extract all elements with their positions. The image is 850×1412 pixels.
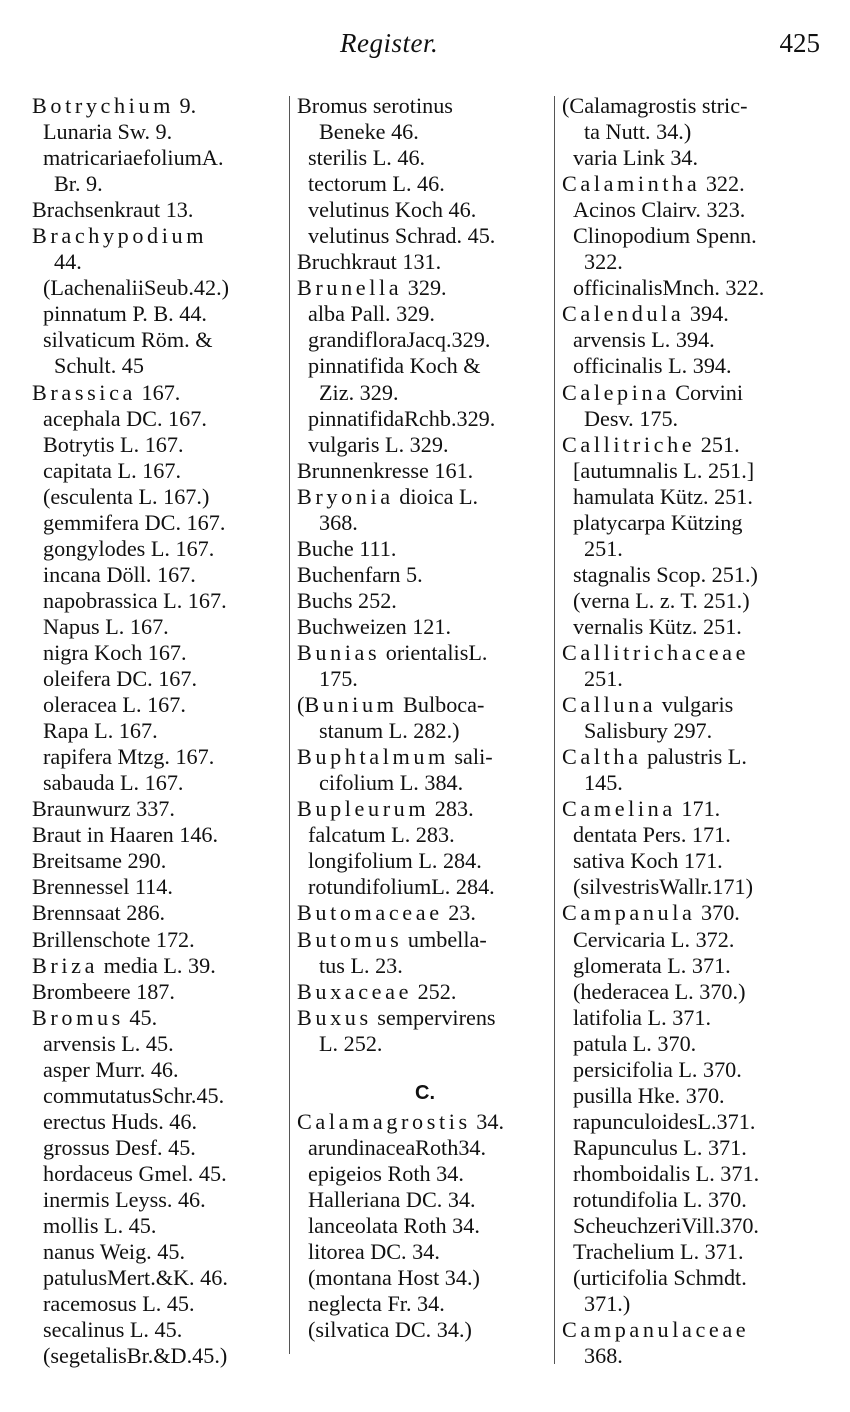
index-column-2 [297,93,553,1343]
page-header [0,28,850,64]
index-entry-genus: Calendula 394. [562,301,729,327]
index-entry: Lunaria Sw. 9. [43,119,173,145]
column-divider [289,96,290,1354]
index-entry: sativa Koch 171. [573,848,723,874]
index-entry: (urticifolia Schmdt. [573,1265,747,1291]
index-entry: Bruchkraut 131. [297,249,442,275]
index-entry-genus: Bunias orientalisL. [297,639,488,665]
index-entry: Salisbury 297. [584,718,713,744]
index-entry: Rapa L. 167. [43,718,158,744]
index-entry: [autumnalis L. 251.] [573,457,755,483]
index-entry: (silvestrisWallr.171) [573,874,754,900]
genus-name: Campanulaceae [562,1317,750,1343]
index-entry: Halleriana DC. 34. [308,1186,476,1212]
index-entry: arundinaceaRoth34. [308,1134,487,1160]
index-entry: Braunwurz 337. [32,796,175,822]
index-entry: latifolia L. 371. [573,1004,712,1030]
index-entry: (LachenaliiSeub.42.) [43,275,230,301]
genus-name: Bunias [297,639,381,665]
genus-name: Briza [32,952,99,978]
index-entry: Cervicaria L. 372. [573,926,735,952]
genus-name: Brunella [297,275,403,301]
index-entry: oleracea L. 167. [43,692,186,718]
index-entry: vernalis Kütz. 251. [573,613,742,639]
index-entry: inermis Leyss. 46. [43,1186,206,1212]
index-entry-genus: Brunella 329. [297,275,447,301]
index-entry: Ziz. 329. [319,379,399,405]
index-entry: persicifolia L. 370. [573,1056,742,1082]
index-entry: 368. [319,509,358,535]
index-entry: Clinopodium Spenn. [573,223,757,249]
index-entry: Acinos Clairv. 323. [573,197,746,223]
running-title: Register. [340,28,439,58]
index-entry: platycarpa Kützing [573,509,743,535]
index-entry: Buchenfarn 5. [297,561,423,587]
index-entry: Trachelium L. 371. [573,1239,744,1265]
index-entry: nanus Weig. 45. [43,1239,186,1265]
index-entry: oleifera DC. 167. [43,666,198,692]
index-entry: Brennessel 114. [32,874,173,900]
index-entry: sabauda L. 167. [43,770,184,796]
index-entry-genus [32,223,286,249]
index-entry: 44. [54,249,82,275]
index-entry-genus: Brassica 167. [32,379,181,405]
index-entry: napobrassica L. 167. [43,587,227,613]
index-entry-genus: Calepina Corvini [562,379,744,405]
index-entry-genus: Calamagrostis 34. [297,1108,505,1134]
index-entry: cifolium L. 384. [319,770,464,796]
index-entry: 251. [584,666,623,692]
index-entry: Schult. 45 [54,353,144,379]
index-entry: incana Döll. 167. [43,561,196,587]
index-entry: gemmifera DC. 167. [43,509,226,535]
index-entry: (esculenta L. 167.) [43,483,210,509]
index-entry: 145. [584,770,623,796]
index-entry: neglecta Fr. 34. [308,1291,445,1317]
index-entry-genus: Callitriche 251. [562,431,740,457]
index-column-3 [562,93,824,1369]
index-entry: L. 252. [319,1030,383,1056]
index-entry: (segetalisBr.&D.45.) [43,1343,228,1369]
column-divider [554,96,555,1364]
genus-name: Callitriche [562,431,696,457]
index-entry: Buchweizen 121. [297,613,452,639]
index-entry: grandifloraJacq.329. [308,327,491,353]
section-letter-heading: C. [415,1081,435,1104]
index-entry: patula L. 370. [573,1030,697,1056]
index-entry: (silvatica DC. 34.) [308,1317,472,1343]
index-entry: dentata Pers. 171. [573,822,731,848]
index-entry: sterilis L. 46. [308,145,426,171]
index-entry: (montana Host 34.) [308,1265,480,1291]
genus-name: Brassica [32,379,136,405]
index-entry: 371.) [584,1291,631,1317]
index-entry: (hederacea L. 370.) [573,978,746,1004]
index-entry: 322. [584,249,623,275]
index-entry-genus: Bupleurum 283. [297,796,474,822]
index-entry-genus: Buphtalmum sali- [297,744,493,770]
index-entry: 251. [584,535,623,561]
index-entry: 368. [584,1343,623,1369]
index-entry: (verna L. z. T. 251.) [573,587,750,613]
genus-name: Callitrichaceae [562,639,750,665]
index-entry-genus: Butomaceae 23. [297,900,476,926]
index-entry: tus L. 23. [319,952,403,978]
index-entry-genus: Caltha palustris L. [562,744,747,770]
index-entry: rotundifoliumL. 284. [308,874,495,900]
index-entry: velutinus Schrad. 45. [308,223,496,249]
index-entry: ScheuchzeriVill.370. [573,1213,759,1239]
index-entry: capitata L. 167. [43,457,182,483]
index-entry: epigeios Roth 34. [308,1160,464,1186]
index-entry: velutinus Koch 46. [308,197,477,223]
index-entry: vulgaris L. 329. [308,431,449,457]
index-entry: nigra Koch 167. [43,639,187,665]
index-entry: stanum L. 282.) [319,718,460,744]
index-entry: longifolium L. 284. [308,848,482,874]
index-entry: Bromus serotinus [297,93,453,118]
index-entry: acephala DC. 167. [43,405,207,431]
index-entry: officinalisMnch. 322. [573,275,765,301]
index-column-1 [32,93,286,1369]
index-entry: pusilla Hke. 370. [573,1082,725,1108]
index-entry: Desv. 175. [584,405,679,431]
index-entry: ta Nutt. 34.) [584,119,692,145]
index-entry: mollis L. 45. [43,1213,157,1239]
genus-name: Bupleurum [297,796,430,822]
index-entry: Beneke 46. [319,119,419,145]
page-number: 425 [779,28,820,58]
index-entry: varia Link 34. [573,145,699,171]
index-entry: hordaceus Gmel. 45. [43,1160,227,1186]
index-entry: secalinus L. 45. [43,1317,183,1343]
index-entry: litorea DC. 34. [308,1238,440,1264]
index-entry: alba Pall. 329. [308,301,435,327]
index-entry-genus [562,1317,824,1343]
index-entry: Botrytis L. 167. [43,431,184,457]
genus-name: Butomaceae [297,900,443,926]
genus-name: Brachypodium [32,223,208,249]
index-entry: Brunnenkresse 161. [297,457,474,483]
genus-name: Camelina [562,796,676,822]
index-entry: matricariaefoliumA. [43,145,224,171]
index-entry-genus: Camelina 171. [562,796,721,822]
index-entry: (Calamagrostis stric- [562,93,748,118]
index-entry: patulusMert.&K. 46. [43,1265,228,1291]
genus-name: Bromus [32,1004,124,1030]
index-entry: commutatusSchr.45. [43,1082,225,1108]
index-entry: grossus Desf. 45. [43,1134,196,1160]
index-entry: arvensis L. 394. [573,327,715,353]
genus-name: Calamintha [562,171,701,197]
index-entry: Brachsenkraut 13. [32,197,194,223]
genus-name: Calluna [562,692,657,718]
index-entry: pinnatifidaRchb.329. [308,405,496,431]
index-entry-genus: Bryonia dioica L. [297,483,479,509]
index-entry-genus: Buxaceae 252. [297,978,457,1004]
index-entry: pinnatum P. B. 44. [43,301,207,327]
index-entry-genus: Bromus 45. [32,1004,158,1030]
index-entry: rapifera Mtzg. 167. [43,744,215,770]
index-entry-genus: (Bunium Bulboca- [297,692,485,718]
index-entry: pinnatifida Koch & [308,353,481,379]
index-entry: rapunculoidesL.371. [573,1108,756,1134]
genus-name: Campanula [562,900,696,926]
index-entry: glomerata L. 371. [573,952,731,978]
genus-name: Botrychium [32,93,174,118]
index-entry-genus: Buxus sempervirens [297,1004,496,1030]
index-entry: Brombeere 187. [32,978,175,1004]
genus-name: Calepina [562,379,670,405]
genus-name: Buphtalmum [297,744,449,770]
index-entry-genus: Calamintha 322. [562,171,745,197]
index-entry: Rapunculus L. 371. [573,1134,747,1160]
index-entry: Buche 111. [297,535,397,561]
index-entry: stagnalis Scop. 251.) [573,561,758,587]
index-entry: gongylodes L. 167. [43,535,215,561]
index-entry: Braut in Haaren 146. [32,822,219,848]
genus-name: Calamagrostis [297,1108,471,1134]
index-entry: officinalis L. 394. [573,353,732,379]
genus-name: Bryonia [297,483,394,509]
index-entry: erectus Huds. 46. [43,1108,198,1134]
index-entry: Br. 9. [54,171,103,197]
index-entry-genus: Briza media L. 39. [32,952,216,978]
index-entry-genus: Calluna vulgaris [562,692,734,718]
genus-name: Calendula [562,301,685,327]
index-entry-genus: Butomus umbella- [297,926,487,952]
index-entry: 175. [319,666,358,692]
index-entry: falcatum L. 283. [308,822,455,848]
index-entry: rotundifolia L. 370. [573,1186,747,1212]
genus-name: Caltha [562,744,642,770]
genus-name: Buxus [297,1004,372,1030]
index-entry: Brennsaat 286. [32,900,166,926]
index-entry: asper Murr. 46. [43,1056,179,1082]
index-entry-genus: Botrychium 9. [32,93,197,118]
index-entry: tectorum L. 46. [308,171,445,197]
index-entry: rhomboidalis L. 371. [573,1160,760,1186]
index-entry: Buchs 252. [297,587,397,613]
index-entry-genus [562,640,824,666]
index-entry: Breitsame 290. [32,848,167,874]
index-entry-genus: Campanula 370. [562,900,740,926]
index-entry: Napus L. 167. [43,613,169,639]
index-entry: arvensis L. 45. [43,1030,174,1056]
genus-name: Butomus [297,926,403,952]
index-entry: lanceolata Roth 34. [308,1212,480,1238]
genus-name: Bunium [304,692,398,718]
index-entry: hamulata Kütz. 251. [573,483,753,509]
index-entry: silvaticum Röm. & [43,327,213,353]
index-entry: racemosus L. 45. [43,1291,195,1317]
index-entry: Brillenschote 172. [32,926,195,952]
genus-name: Buxaceae [297,978,413,1004]
